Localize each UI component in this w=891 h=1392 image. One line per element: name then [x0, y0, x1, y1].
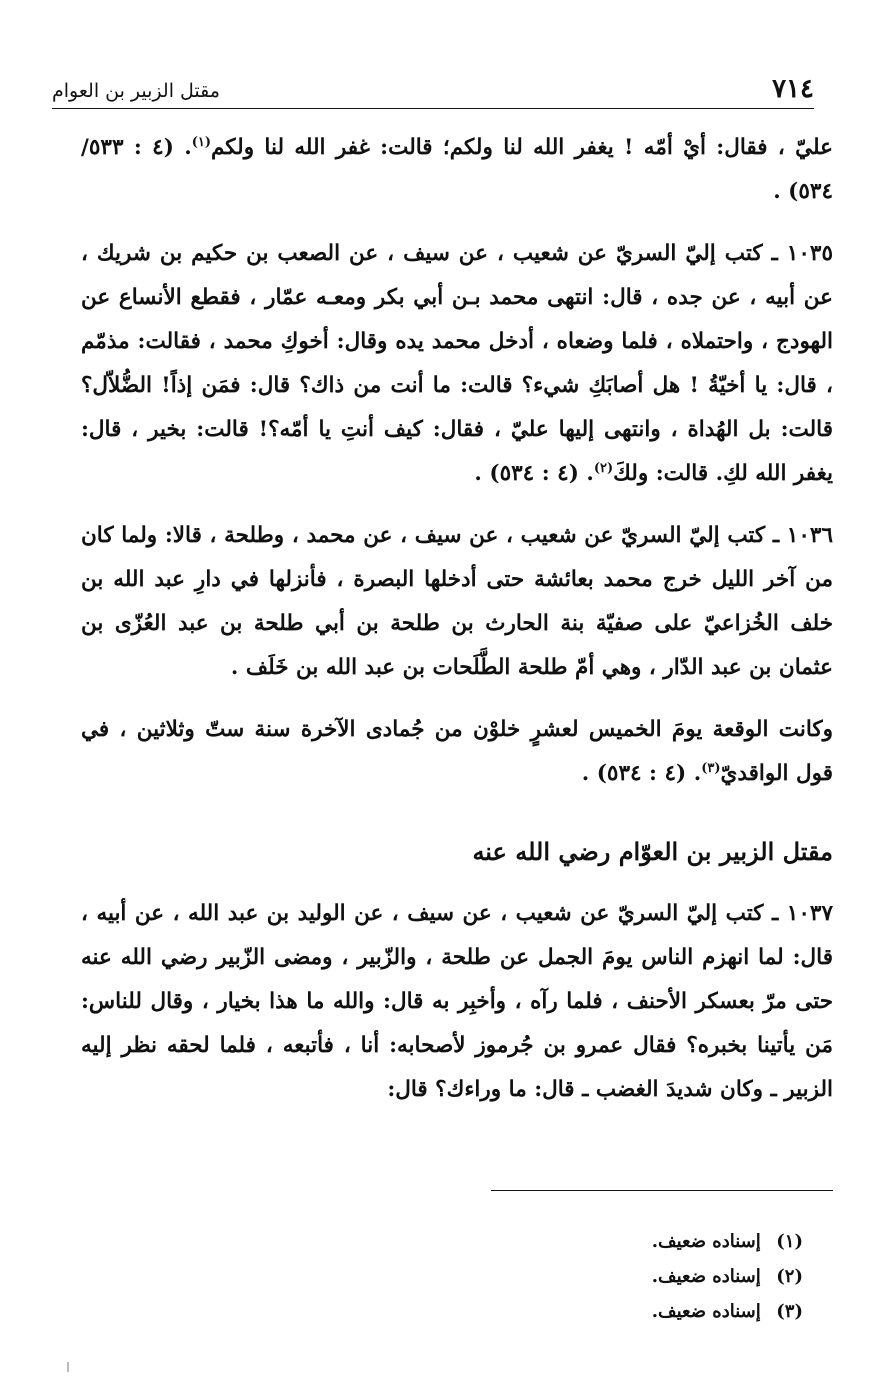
footnote-mark: (٢) [776, 1266, 803, 1287]
running-title: مقتل الزبير بن العوام [52, 80, 220, 102]
paragraph-text: عليّ ، فقال: أيْ أمّه ! يغفر الله لنا ولكم؛ قالت: غفر الله لنا ولكم [210, 135, 833, 160]
footnotes [203, 1224, 803, 1329]
page-header [52, 72, 814, 109]
citation: . (٤ : ٥٣٤) . [474, 461, 594, 486]
citation: . (٤ : ٥٣٤) . [581, 761, 702, 786]
footnote-text: إسناده ضعيف. [651, 1301, 761, 1322]
footnote-item [203, 1294, 803, 1329]
footnote-text: إسناده ضعيف. [651, 1266, 761, 1287]
footnote-ref: (٢) [593, 460, 614, 476]
section-heading: مقتل الزبير بن العوّام رضي الله عنه [472, 837, 833, 866]
paragraph-text: ١٠٣٦ ـ كتب إليّ السريّ عن شعيب ، عن سيف ، عن محمد ، وطلحة ، قالا: ولما كان من آخر الليل خرج محمد بعائشة حتى أدخلها البصرة ، فأنزلها في دارِ عبد الله بن خلف الخُزاعيّ على صفيّة بنة الحارث بن طلحة بن أبي طلحة بن عبد العُزّى بن عثمان بن عبد الدّار ، وهي أمّ طلحة الطَّلَحات بن عبد الله بن خَلَف . [81, 523, 833, 680]
footnote-mark: (٣) [776, 1301, 803, 1322]
paragraph-1037 [81, 892, 833, 1112]
paragraph-continuation [81, 708, 833, 796]
paragraph [81, 126, 833, 214]
paragraph-text: ١٠٣٧ ـ كتب إليّ السريّ عن شعيب ، عن سيف ، عن الوليد بن عبد الله ، عن أبيه ، قال: لما انهزم الناس يومَ الجمل عن طلحة ، والزّبير ، ومضى الزّبير رضي الله عنه حتى مرّ بعسكر الأحنف ، فلما رآه ، وأخبِر به قال: والله ما هذا بخيار ، وقال للناس: مَن يأتينا بخبره؟ فقال عمرو بن جُرموز لأصحابه: أنا ، فأتبعه ، فلما لحقه نظر إليه الزبير ـ وكان شديدَ الغضب ـ قال: ما وراءك؟ قال: [81, 901, 833, 1102]
footnote-item [203, 1259, 803, 1294]
page-number: ٧١٤ [772, 74, 814, 104]
paragraph-1035 [81, 232, 833, 496]
footnote-divider [491, 1190, 833, 1191]
footnote-item [203, 1224, 803, 1259]
main-text [81, 126, 833, 1130]
footnote-mark: (١) [776, 1231, 803, 1252]
paragraph-1036 [81, 514, 833, 690]
footnote-text: إسناده ضعيف. [651, 1231, 761, 1252]
scan-speck [67, 1362, 69, 1372]
footnote-ref: (٣) [701, 760, 721, 776]
paragraph-text: وكانت الوقعة يومَ الخميس لعشرٍ خلوْن من جُمادى الآخرة سنة ستّ وثلاثين ، في قول الواقديّ [81, 717, 833, 786]
footnote-ref: (١) [191, 134, 211, 150]
paragraph-text: ١٠٣٥ ـ كتب إليّ السريّ عن شعيب ، عن سيف ، عن الصعب بن حكيم بن شريك ، عن أبيه ، عن جده ، قال: انتهى محمد بـن أبي بكر ومعـه عمّار ، فقطع الأنساع عن الهودج ، واحتملاه ، فلما وضعاه ، أدخل محمد يده وقال: أخوكِ محمد ، فقالت: مذمّم ، قال: يا أخيّةُ ! هل أصابَكِ شيء؟ قالت: ما أنت من ذاك؟ قال: فمَن إذاً! الضُّلاّل؟ قالت: بل الهُداة ، وانتهى إليها عليّ ، فقال: كيف أنتِ يا أمّه؟! قالت: بخير ، قال: يغفر الله لكِ. قالت: ولكَ [81, 241, 833, 486]
citation: . (٤ : ٥٣٣/ ٥٣٤) . [81, 135, 833, 204]
